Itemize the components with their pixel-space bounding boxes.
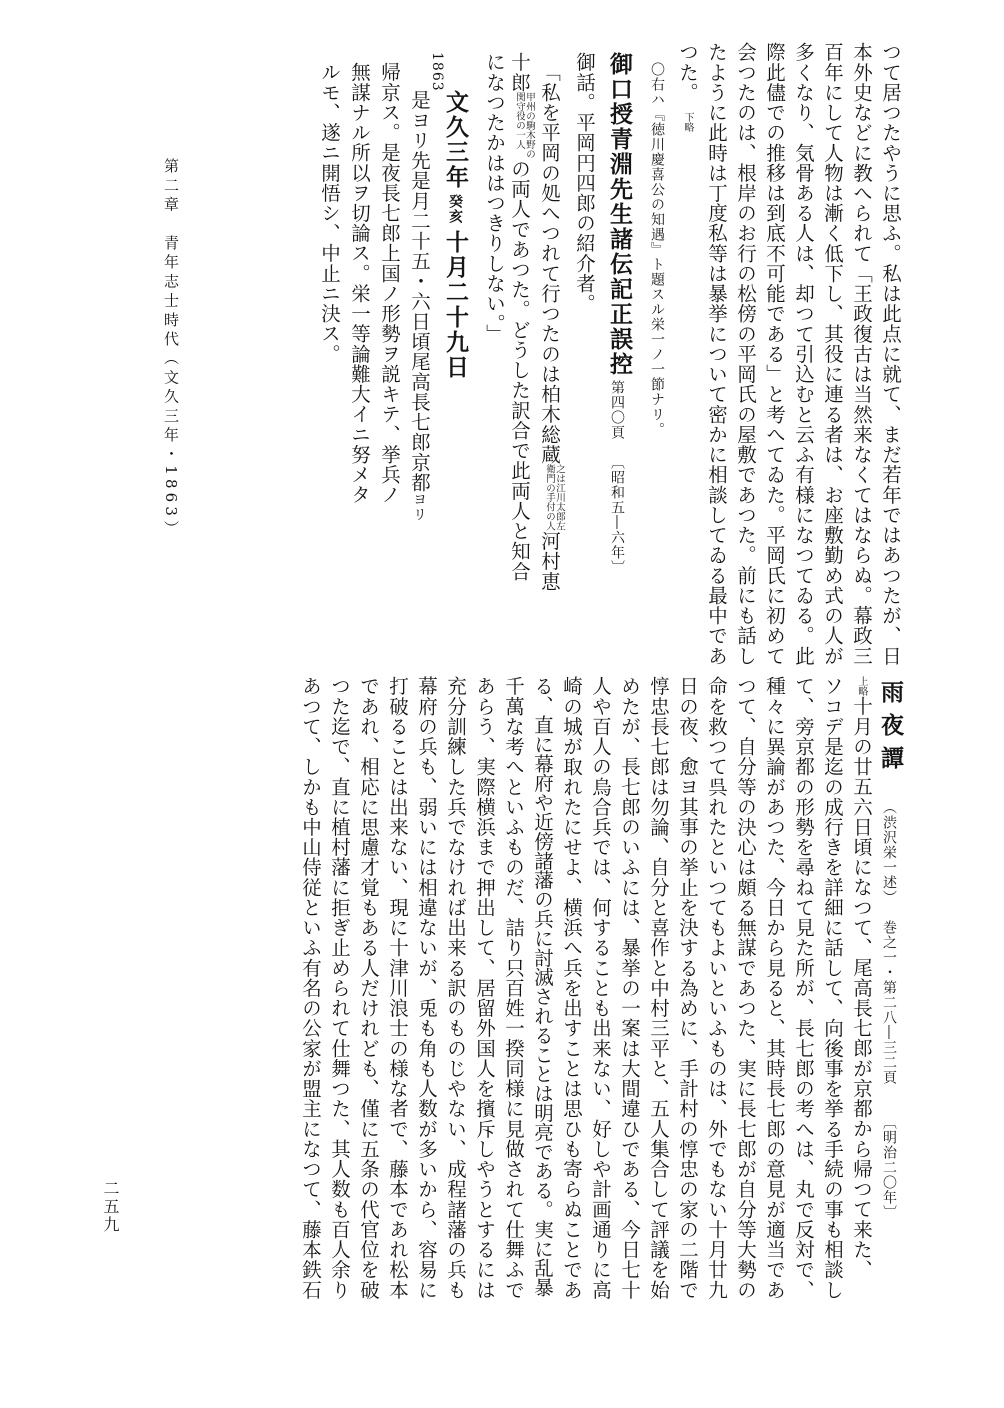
upper-column-12: 御話。平岡円四郎の紹介者。: [573, 52, 596, 314]
lower-column-9: めたが、長七郎のいふには、暴挙の一案は大間違ひである、今日七十: [618, 676, 641, 1300]
lower-column-14: あらう、実際横浜まで押出して、居留外国人を擯斥しやうとするには: [473, 676, 496, 1300]
lower-column-13: 千萬な考へといふものだ、詰り只百姓一揆同様に見做されて仕舞ふで: [502, 676, 525, 1300]
lower-column-1: 上略十月の廿五六日頃になつて、尾高長七郎が京都から帰つて来た、: [850, 676, 873, 1280]
quote-text: 十郎: [508, 52, 532, 93]
lower-column-3: て、旁京都の形勢を尋ねて見た所が、長七郎の考へは、丸で反対で、: [792, 676, 815, 1300]
omission-note: 下略: [682, 112, 693, 133]
upper-text: つた。: [676, 42, 699, 103]
small-kana: ヨリ: [411, 492, 427, 523]
inline-note: 之は江川太郎左 衛門の手付の人: [544, 464, 565, 531]
upper-column-14: [510, 52, 534, 581]
upper-column-13: [540, 62, 564, 591]
lower-column-17: 打破ることは出来ない、現に十津川浪士の様な者で、藤本であれ松本: [386, 676, 409, 1300]
inline-note: 甲州の駒木野の 関守役の一人: [514, 92, 535, 159]
upper-column-3: 百年にして人物は漸く低下し、其役に連る者は、お座敷勤め式の人が: [821, 42, 844, 666]
lower-column-2: ソコデ是迄の成行きを詳細に話して、向後事を挙る手続の事も相談し: [821, 676, 844, 1300]
upper-column-1: つて居つたやうに思ふ。私は此点に就て、まだ若年ではあつたが、日: [879, 42, 902, 666]
lower-column-15: 充分訓練した兵でなければ出来る訳のものじやない、成程諸藩の兵も: [444, 676, 467, 1300]
upper-column-4: 多くなり、気骨ある人は、却つて引込むと云ふ有様になつてゐる。此: [792, 42, 815, 666]
lower-column-19: つた迄で、直に植村藩に拒ぎ止められて仕舞つた、其人数も百人余り: [328, 676, 351, 1300]
lower-date-reference: 〔明治二〇年〕: [881, 1115, 897, 1220]
lower-column-18: であれ、相応に思慮才覚もある人だけれども、僅に五条の代官位を破: [357, 676, 380, 1300]
upper-column-20: 無謀ナル所以ヲ切論ス。栄一等論難大イニ努メタ: [348, 62, 371, 505]
lower-column-6: 命を救つて呉れたといつてもよいといふものは、外でもない十月廿九: [705, 676, 728, 1300]
lower-column-12: る、直に幕府や近傍諸藩の兵に討滅されることは明亮である。実に乱暴: [531, 676, 554, 1297]
section-title-amayo: 雨夜譚: [877, 680, 904, 779]
upper-column-19: 帰京ス。是夜長七郎上国ノ形勢ヲ説キテ、挙兵ノ: [378, 62, 401, 505]
running-head: 第二章 青年志士時代（文久三年・1863）: [162, 158, 180, 540]
upper-column-8: [678, 42, 698, 132]
omission-note: 上略: [856, 676, 867, 696]
lower-column-4: 種々に異論があつた、今日から見ると、其時長七郎の意見が適当であ: [763, 676, 786, 1300]
era-date-heading: 文久三年癸亥十月二十九日: [442, 90, 469, 380]
section-title-seien-errata: 御口授青淵先生諸伝記正誤控: [606, 52, 633, 377]
quote-text: 「私を平岡の処へつれて行つたのは柏木総蔵: [538, 62, 562, 465]
page-reference: 第四〇頁: [609, 380, 625, 440]
lower-column-11: 崎の城が取れたにせよ、横浜へ兵を出すことは思ひも寄らぬことであ: [560, 676, 583, 1300]
lower-column-10: 人や百人の烏合兵では、何することも出来ない、好しや計画通りに高: [589, 676, 612, 1300]
upper-column-18: 是ヨリ先是月二十五・六日頃尾高長七郎京都ヨリ: [408, 90, 431, 523]
year-1863: 1863: [429, 52, 445, 92]
lower-column-20: あつて、しかも中山侍従といふ有名の公家が盟主になつて、藤本鉄石: [299, 676, 322, 1300]
upper-column-6: 会つたのは、根岸のお行の松傍の平岡氏の屋敷であつた。前にも話し: [734, 42, 757, 666]
date-reference: 〔昭和五―六年〕: [609, 455, 625, 575]
page-number: 二五九: [101, 1180, 120, 1234]
lower-column-5: つて、自分等の決心は頗る無謀であつた、実に長七郎が自分等大勢の: [734, 676, 757, 1300]
upper-column-21: ルモ、遂ニ開悟シ、中止ニ決ス。: [318, 62, 341, 364]
upper-column-15: になつたかははつきりしない。」: [483, 52, 506, 345]
quote-text: の両人であつた。どうした訳合で此両人と知合: [508, 158, 532, 582]
upper-column-2: 本外史などに教へられて「王政復古は当然来なくてはならぬ。幕政三: [850, 42, 873, 666]
lower-column-8: 惇忠長七郎は勿論、自分と喜作と中村三平と、五人集合して評議を始: [647, 676, 670, 1300]
lower-column-7: 日の夜、愈ヨ其事の挙止を決する為めに、手計村の惇忠の家の二階で: [676, 676, 699, 1300]
author-note: （渋沢栄一述）: [881, 800, 897, 905]
source-note: 〇右ハ『徳川慶喜公の知遇』ト題スル栄一ノ一節ナリ。: [649, 62, 665, 437]
lower-column-16: 幕府の兵も、弱いには相違ないが、兎も角も人数が多いから、容易に: [415, 676, 438, 1300]
upper-column-5: 際此儘での推移は到底不可能である」と考へてゐた。平岡氏に初めて: [763, 42, 786, 666]
volume-page-reference: 巻之一・第二八―三二頁: [881, 920, 897, 1085]
upper-column-7: たように此時は丁度私等は暴挙について密かに相談してゐる最中であ: [705, 42, 728, 666]
quote-text: 河村恵: [538, 530, 562, 592]
